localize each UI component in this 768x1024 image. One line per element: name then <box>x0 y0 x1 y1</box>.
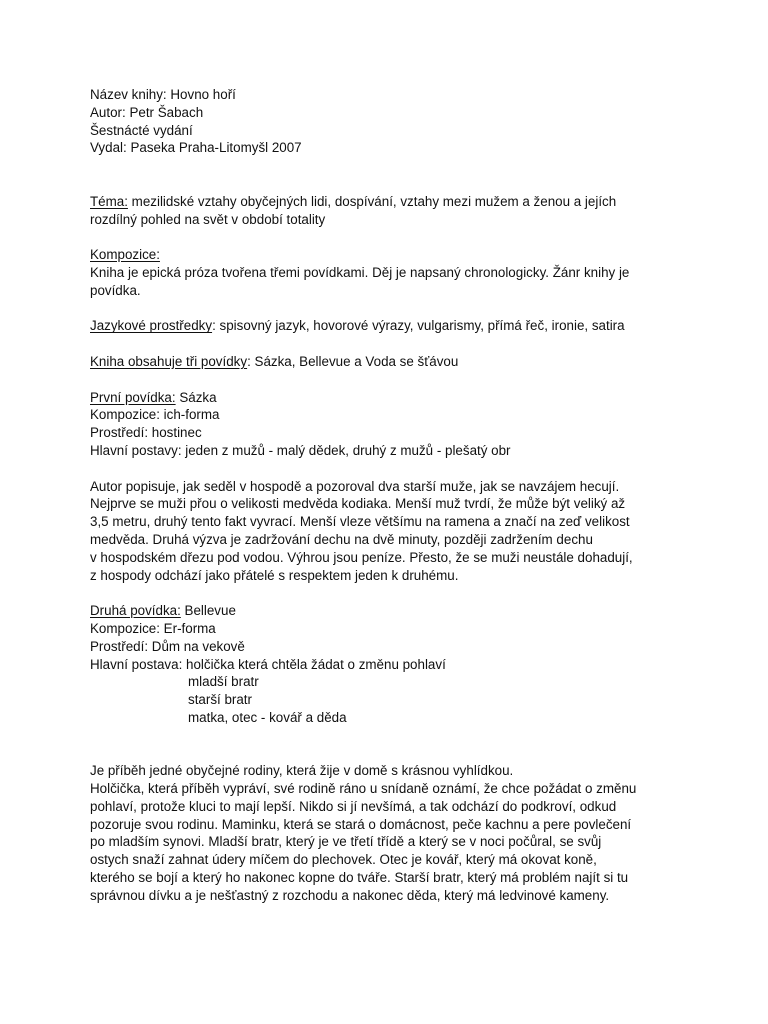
story2-summary: Je příběh jedné obyčejné rodiny, která žije v domě s krásnou vyhlídkou. Holčička, která příběh vypráví, své rodině ráno u snídaně oznámí, že chce požádat o změnu pohlaví, protože kluci to mají lepší. Nikdo si jí nevšímá, a tak odchází do podkroví, odkud pozoruje svou rodinu. Maminku, která se stará o domácnost, peče kachnu a pere povlečení po mladším synovi. Mladší bratr, který je ve třetí třídě a který se v noci počůral, se svůj ostych snaží zahnat údery míčem do plechovek. Otec je kovář, který má okovat koně, kterého se bojí a který ho nakonec kopne do tváře. Starší bratr, který má problém najít si tu správnou dívku a je nešťastný z rozchodu a nakonec děda, který má ledvinové kameny. <box>90 763 637 903</box>
story2-character-item: starší bratr <box>188 692 252 708</box>
story2-setting: Prostředí: Dům na vekově <box>90 638 245 654</box>
book-edition: Šestnácté vydání <box>90 122 193 138</box>
theme-line-2: rozdílný pohled na svět v období totality <box>90 211 326 227</box>
language-label: Jazykové prostředky <box>90 318 213 334</box>
theme-label: Téma: <box>90 193 128 209</box>
story2-characters: Hlavní postava: holčička která chtěla žádat o změnu pohlaví <box>90 656 446 672</box>
composition-line-1: Kniha je epická próza tvořena třemi povídkami. Děj je napsaný chronologicky. Žánr knihy je <box>90 264 630 280</box>
story1-heading: První povídka: Sázka <box>90 389 217 405</box>
story2-character-item: matka, otec - kovář a děda <box>188 709 347 725</box>
stories-label: Kniha obsahuje tři povídky <box>90 353 248 369</box>
story1-composition: Kompozice: ich-forma <box>90 407 220 423</box>
book-author: Autor: Petr Šabach <box>90 104 204 120</box>
composition-line-2: povídka. <box>90 282 141 298</box>
document-page <box>90 86 690 905</box>
stories-line: Kniha obsahuje tři povídky: Sázka, Bellevue a Voda se šťávou <box>90 353 459 369</box>
book-publisher: Vydal: Paseka Praha-Litomyšl 2007 <box>90 140 302 156</box>
book-title: Název knihy: Hovno hoří <box>90 87 236 102</box>
story1-setting: Prostředí: hostinec <box>90 425 202 441</box>
theme-line-1: Téma: mezilidské vztahy obyčejných lidi, dospívání, vztahy mezi mužem a ženou a jejích <box>90 193 617 209</box>
story2-character-item: mladší bratr <box>188 674 259 690</box>
language-line: Jazykové prostředky: spisovný jazyk, hovorové výrazy, vulgarismy, přímá řeč, ironie, satira <box>90 318 625 334</box>
story1-characters: Hlavní postavy: jeden z mužů - malý dědek, druhý z mužů - plešatý obr <box>90 442 511 458</box>
story2-composition: Kompozice: Er-forma <box>90 620 216 636</box>
story2-heading: Druhá povídka: Bellevue <box>90 603 236 619</box>
story1-summary: Autor popisuje, jak seděl v hospodě a pozoroval dva starší muže, jak se navzájem hecují. Nejprve se muži přou o velikosti medvěda kodiaka. Menší muž tvrdí, že může být veliký až 3,5 metru, druhý tento fakt vyvrací. Menší vleze většímu na ramena a značí na zeď velikost medvěda. Druhá výzva je zadržování dechu na dvě minuty, později zadržením dechu v hospodském dřezu pod vodou. Výhrou jsou peníze. Přesto, že se muži neustále dohadují, z hospody odchází jako přátelé s respektem jeden k druhému. <box>90 478 633 583</box>
composition-heading: Kompozice: <box>90 247 160 263</box>
